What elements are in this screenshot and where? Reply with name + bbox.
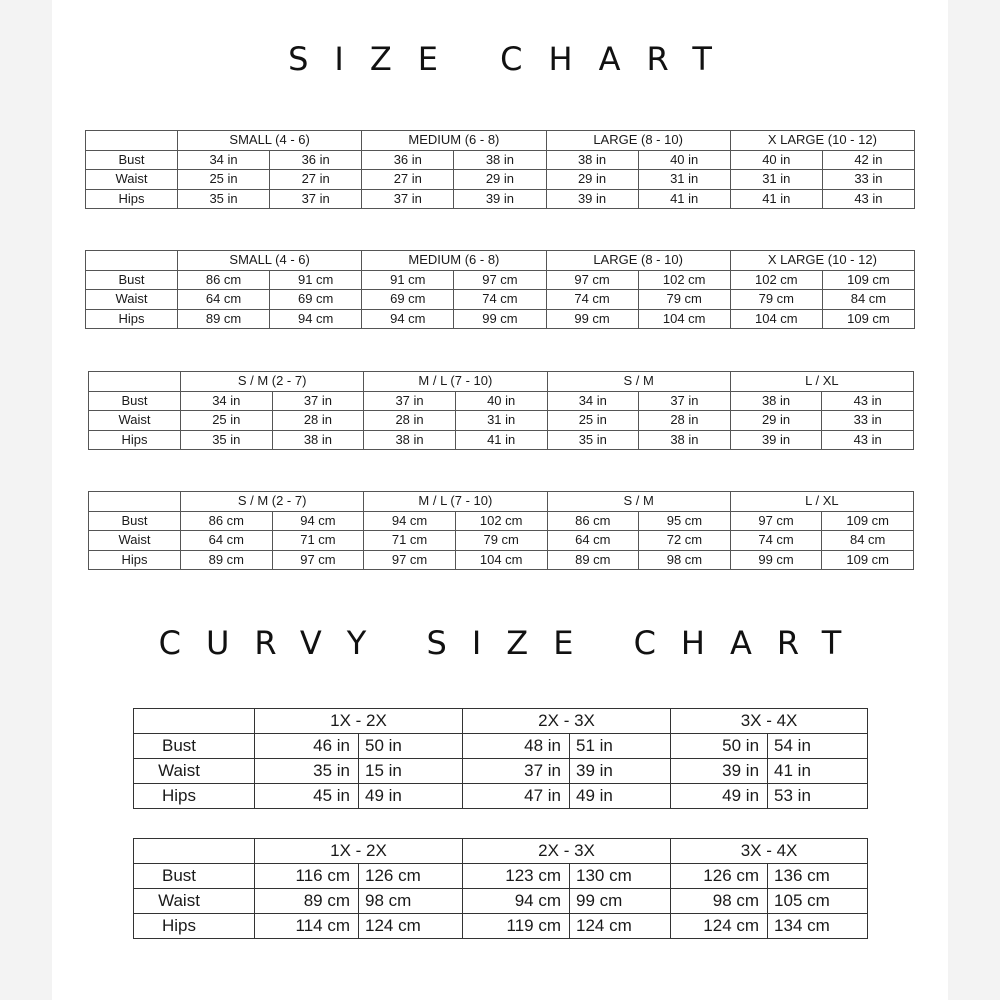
measurement-cell: 39 in — [730, 430, 822, 450]
curvy-size-chart-title: CURVY SIZE CHART — [158, 624, 867, 662]
measurement-cell: 39 in — [570, 759, 671, 784]
size-header: M / L (7 - 10) — [364, 372, 547, 392]
header-blank-cell — [134, 709, 255, 734]
measurement-cell: 109 cm — [822, 550, 914, 570]
measurement-cell: 25 in — [181, 411, 273, 431]
size-header: L / XL — [730, 492, 913, 512]
measurement-cell: 34 in — [181, 391, 273, 411]
header-blank-cell — [134, 839, 255, 864]
size-header: X LARGE (10 - 12) — [730, 251, 914, 271]
measurement-cell: 38 in — [639, 430, 731, 450]
measurement-cell: 94 cm — [362, 309, 454, 329]
row-label: Hips — [89, 550, 181, 570]
measurement-cell: 126 cm — [359, 864, 463, 889]
measurement-cell: 124 cm — [570, 914, 671, 939]
measurement-cell: 41 in — [455, 430, 547, 450]
measurement-cell: 95 cm — [639, 511, 731, 531]
measurement-cell: 38 in — [364, 430, 456, 450]
size-header: SMALL (4 - 6) — [178, 131, 362, 151]
measurement-cell: 39 in — [671, 759, 768, 784]
table-header-row — [134, 839, 868, 864]
table-header-row — [86, 131, 915, 151]
measurement-cell: 124 cm — [359, 914, 463, 939]
measurement-cell: 38 in — [272, 430, 364, 450]
table-row — [89, 511, 914, 531]
measurement-cell: 126 cm — [671, 864, 768, 889]
measurement-cell: 97 cm — [272, 550, 364, 570]
measurement-cell: 39 in — [454, 189, 546, 209]
measurement-cell: 35 in — [181, 430, 273, 450]
curvy-table-cm — [133, 838, 868, 939]
measurement-cell: 35 in — [178, 189, 270, 209]
measurement-cell: 29 in — [730, 411, 822, 431]
measurement-cell: 97 cm — [546, 270, 638, 290]
measurement-cell: 97 cm — [454, 270, 546, 290]
table-row — [134, 914, 868, 939]
measurement-cell: 86 cm — [181, 511, 273, 531]
size-header: MEDIUM (6 - 8) — [362, 131, 546, 151]
row-label: Waist — [134, 759, 255, 784]
row-label: Waist — [89, 531, 181, 551]
row-label: Bust — [86, 150, 178, 170]
measurement-cell: 102 cm — [455, 511, 547, 531]
measurement-cell: 94 cm — [364, 511, 456, 531]
size-header: X LARGE (10 - 12) — [730, 131, 914, 151]
measurement-cell: 89 cm — [255, 889, 359, 914]
table-row — [86, 150, 915, 170]
measurement-cell: 109 cm — [822, 270, 914, 290]
table-row — [89, 531, 914, 551]
table-row — [134, 864, 868, 889]
measurement-cell: 40 in — [730, 150, 822, 170]
size-header: LARGE (8 - 10) — [546, 131, 730, 151]
measurement-cell: 54 in — [768, 734, 868, 759]
size-header: LARGE (8 - 10) — [546, 251, 730, 271]
size-header: 1X - 2X — [255, 709, 463, 734]
measurement-cell: 79 cm — [730, 290, 822, 310]
row-label: Hips — [134, 914, 255, 939]
measurement-cell: 130 cm — [570, 864, 671, 889]
header-blank-cell — [86, 251, 178, 271]
curvy-table-inches — [133, 708, 868, 809]
measurement-cell: 28 in — [364, 411, 456, 431]
measurement-cell: 41 in — [638, 189, 730, 209]
measurement-cell: 34 in — [547, 391, 639, 411]
measurement-cell: 64 cm — [181, 531, 273, 551]
size-header: SMALL (4 - 6) — [178, 251, 362, 271]
measurement-cell: 74 cm — [454, 290, 546, 310]
measurement-cell: 89 cm — [178, 309, 270, 329]
measurement-cell: 38 in — [730, 391, 822, 411]
measurement-cell: 134 cm — [768, 914, 868, 939]
measurement-cell: 34 in — [178, 150, 270, 170]
measurement-cell: 48 in — [463, 734, 570, 759]
measurement-cell: 84 cm — [822, 290, 914, 310]
measurement-cell: 25 in — [547, 411, 639, 431]
header-blank-cell — [86, 131, 178, 151]
measurement-cell: 43 in — [822, 430, 914, 450]
measurement-cell: 38 in — [454, 150, 546, 170]
measurement-cell: 50 in — [671, 734, 768, 759]
size-header: 3X - 4X — [671, 709, 868, 734]
measurement-cell: 71 cm — [272, 531, 364, 551]
header-blank-cell — [89, 492, 181, 512]
measurement-cell: 50 in — [359, 734, 463, 759]
size-chart-title: SIZE CHART — [288, 40, 738, 78]
measurement-cell: 99 cm — [570, 889, 671, 914]
measurement-cell: 136 cm — [768, 864, 868, 889]
table-row — [89, 411, 914, 431]
table-row — [89, 391, 914, 411]
measurement-cell: 29 in — [454, 170, 546, 190]
measurement-cell: 99 cm — [730, 550, 822, 570]
row-label: Bust — [86, 270, 178, 290]
measurement-cell: 99 cm — [546, 309, 638, 329]
measurement-cell: 49 in — [570, 784, 671, 809]
table-row — [86, 189, 915, 209]
measurement-cell: 31 in — [730, 170, 822, 190]
measurement-cell: 102 cm — [638, 270, 730, 290]
measurement-cell: 15 in — [359, 759, 463, 784]
measurement-cell: 104 cm — [730, 309, 822, 329]
measurement-cell: 37 in — [270, 189, 362, 209]
measurement-cell: 53 in — [768, 784, 868, 809]
size-header: 2X - 3X — [463, 839, 671, 864]
measurement-cell: 84 cm — [822, 531, 914, 551]
measurement-cell: 51 in — [570, 734, 671, 759]
measurement-cell: 98 cm — [359, 889, 463, 914]
measurement-cell: 119 cm — [463, 914, 570, 939]
measurement-cell: 43 in — [822, 189, 914, 209]
measurement-cell: 69 cm — [362, 290, 454, 310]
measurement-cell: 42 in — [822, 150, 914, 170]
table-header-row — [86, 251, 915, 271]
measurement-cell: 33 in — [822, 411, 914, 431]
measurement-cell: 40 in — [638, 150, 730, 170]
measurement-cell: 89 cm — [181, 550, 273, 570]
measurement-cell: 114 cm — [255, 914, 359, 939]
measurement-cell: 109 cm — [822, 309, 914, 329]
measurement-cell: 124 cm — [671, 914, 768, 939]
measurement-cell: 98 cm — [671, 889, 768, 914]
measurement-cell: 98 cm — [639, 550, 731, 570]
table-row — [89, 550, 914, 570]
measurement-cell: 37 in — [364, 391, 456, 411]
measurement-cell: 64 cm — [178, 290, 270, 310]
measurement-cell: 94 cm — [270, 309, 362, 329]
measurement-cell: 97 cm — [730, 511, 822, 531]
measurement-cell: 69 cm — [270, 290, 362, 310]
table-row — [86, 309, 915, 329]
table-row — [89, 430, 914, 450]
row-label: Bust — [134, 734, 255, 759]
measurement-cell: 94 cm — [463, 889, 570, 914]
measurement-cell: 33 in — [822, 170, 914, 190]
measurement-cell: 104 cm — [455, 550, 547, 570]
table-row — [86, 290, 915, 310]
measurement-cell: 28 in — [272, 411, 364, 431]
measurement-cell: 74 cm — [730, 531, 822, 551]
size-header: S / M (2 - 7) — [181, 372, 364, 392]
size-table-inches-1 — [85, 130, 915, 209]
table-header-row — [89, 492, 914, 512]
size-header: MEDIUM (6 - 8) — [362, 251, 546, 271]
measurement-cell: 36 in — [362, 150, 454, 170]
size-table-cm-1 — [85, 250, 915, 329]
measurement-cell: 35 in — [547, 430, 639, 450]
measurement-cell: 28 in — [639, 411, 731, 431]
measurement-cell: 27 in — [270, 170, 362, 190]
row-label: Waist — [86, 170, 178, 190]
measurement-cell: 99 cm — [454, 309, 546, 329]
measurement-cell: 25 in — [178, 170, 270, 190]
measurement-cell: 89 cm — [547, 550, 639, 570]
row-label: Hips — [89, 430, 181, 450]
size-table-inches-2 — [88, 371, 914, 450]
measurement-cell: 49 in — [359, 784, 463, 809]
measurement-cell: 45 in — [255, 784, 359, 809]
table-header-row — [134, 709, 868, 734]
measurement-cell: 72 cm — [639, 531, 731, 551]
measurement-cell: 104 cm — [638, 309, 730, 329]
measurement-cell: 37 in — [362, 189, 454, 209]
measurement-cell: 123 cm — [463, 864, 570, 889]
measurement-cell: 36 in — [270, 150, 362, 170]
measurement-cell: 105 cm — [768, 889, 868, 914]
measurement-cell: 27 in — [362, 170, 454, 190]
row-label: Bust — [89, 391, 181, 411]
size-table-cm-2 — [88, 491, 914, 570]
measurement-cell: 97 cm — [364, 550, 456, 570]
measurement-cell: 38 in — [546, 150, 638, 170]
size-header: 2X - 3X — [463, 709, 671, 734]
table-row — [134, 734, 868, 759]
row-label: Hips — [86, 189, 178, 209]
measurement-cell: 74 cm — [546, 290, 638, 310]
measurement-cell: 71 cm — [364, 531, 456, 551]
row-label: Bust — [89, 511, 181, 531]
table-row — [86, 270, 915, 290]
row-label: Hips — [86, 309, 178, 329]
table-header-row — [89, 372, 914, 392]
measurement-cell: 41 in — [730, 189, 822, 209]
measurement-cell: 49 in — [671, 784, 768, 809]
measurement-cell: 116 cm — [255, 864, 359, 889]
measurement-cell: 29 in — [546, 170, 638, 190]
measurement-cell: 37 in — [463, 759, 570, 784]
measurement-cell: 37 in — [272, 391, 364, 411]
table-row — [134, 759, 868, 784]
measurement-cell: 43 in — [822, 391, 914, 411]
measurement-cell: 31 in — [638, 170, 730, 190]
measurement-cell: 35 in — [255, 759, 359, 784]
measurement-cell: 91 cm — [362, 270, 454, 290]
measurement-cell: 47 in — [463, 784, 570, 809]
row-label: Hips — [134, 784, 255, 809]
measurement-cell: 91 cm — [270, 270, 362, 290]
table-row — [134, 784, 868, 809]
measurement-cell: 64 cm — [547, 531, 639, 551]
measurement-cell: 40 in — [455, 391, 547, 411]
table-row — [86, 170, 915, 190]
measurement-cell: 31 in — [455, 411, 547, 431]
header-blank-cell — [89, 372, 181, 392]
size-header: L / XL — [730, 372, 913, 392]
measurement-cell: 102 cm — [730, 270, 822, 290]
size-header: S / M — [547, 492, 730, 512]
measurement-cell: 109 cm — [822, 511, 914, 531]
measurement-cell: 46 in — [255, 734, 359, 759]
measurement-cell: 79 cm — [455, 531, 547, 551]
row-label: Waist — [134, 889, 255, 914]
size-header: 1X - 2X — [255, 839, 463, 864]
size-header: M / L (7 - 10) — [364, 492, 547, 512]
size-header: 3X - 4X — [671, 839, 868, 864]
measurement-cell: 79 cm — [638, 290, 730, 310]
table-row — [134, 889, 868, 914]
row-label: Waist — [86, 290, 178, 310]
measurement-cell: 94 cm — [272, 511, 364, 531]
row-label: Waist — [89, 411, 181, 431]
measurement-cell: 41 in — [768, 759, 868, 784]
measurement-cell: 86 cm — [178, 270, 270, 290]
measurement-cell: 86 cm — [547, 511, 639, 531]
measurement-cell: 37 in — [639, 391, 731, 411]
row-label: Bust — [134, 864, 255, 889]
measurement-cell: 39 in — [546, 189, 638, 209]
size-header: S / M (2 - 7) — [181, 492, 364, 512]
size-header: S / M — [547, 372, 730, 392]
